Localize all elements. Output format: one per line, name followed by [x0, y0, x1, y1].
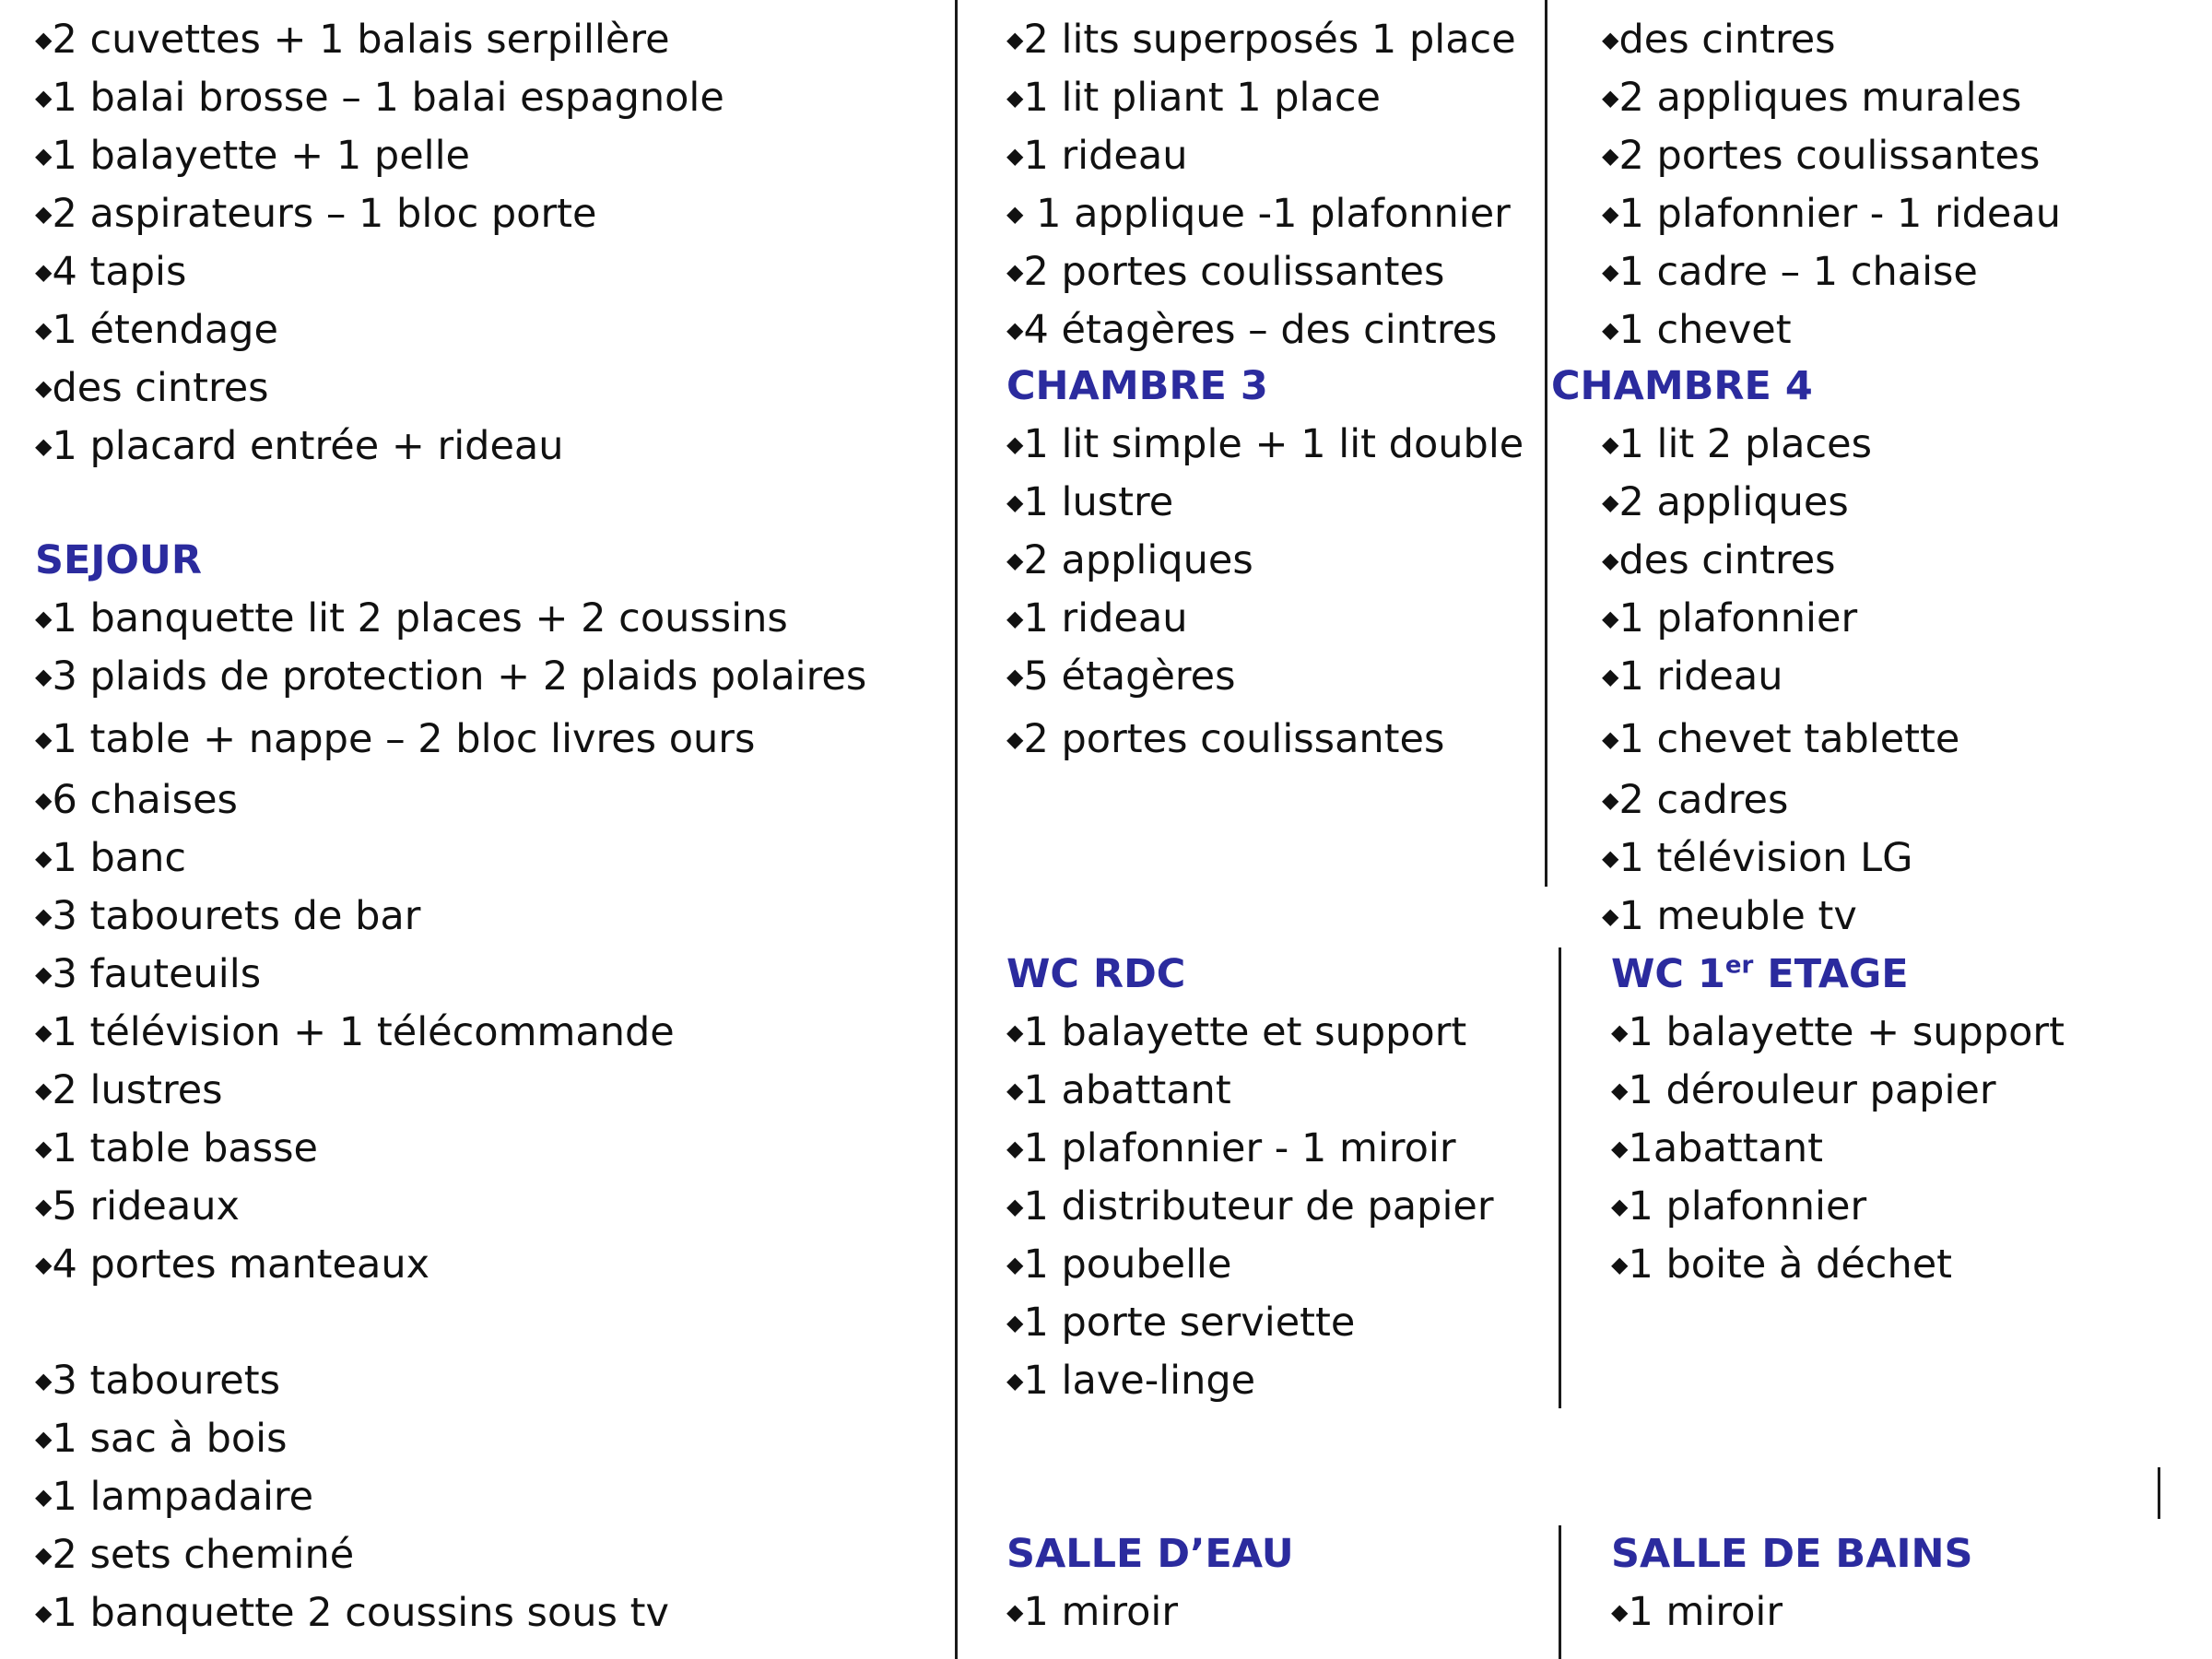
bullet-icon: ◆	[1602, 201, 1619, 227]
list-item	[1611, 1588, 1783, 1636]
bullet-icon: ◆	[1602, 85, 1619, 111]
list-item	[1602, 653, 1783, 700]
list-item-label: 1 dérouleur papier	[1628, 1067, 1996, 1113]
list-item	[35, 132, 470, 180]
bullet-icon: ◆	[1006, 259, 1024, 285]
list-item	[35, 892, 420, 940]
list-item-label: 4 étagères – des cintres	[1023, 307, 1498, 353]
list-item-label: 3 plaids de protection + 2 plaids polaires	[52, 653, 867, 700]
list-item-label: 1 plafonnier	[1628, 1183, 1867, 1230]
wc-etage-title-sup: er	[1724, 951, 1754, 980]
list-item	[1602, 420, 1872, 468]
list-item-label: 1 chevet tablette	[1618, 716, 1960, 762]
section-title-salle-bains: SALLE DE BAINS	[1611, 1531, 1973, 1577]
bullet-icon: ◆	[35, 259, 53, 285]
list-item-label: 2 appliques murales	[1618, 75, 2022, 121]
list-item-label: 1 plafonnier - 1 rideau	[1618, 191, 2061, 237]
list-item-label: 3 tabourets de bar	[52, 893, 421, 939]
bullet-icon: ◆	[1602, 27, 1619, 53]
bullet-icon: ◆	[35, 1426, 53, 1452]
bullet-icon: ◆	[35, 143, 53, 169]
list-item	[35, 1415, 288, 1463]
list-item	[1611, 1008, 2065, 1056]
bullet-icon: ◆	[1602, 606, 1619, 631]
list-item	[35, 1589, 669, 1637]
bullet-icon: ◆	[1006, 606, 1024, 631]
list-item-label: 1 banquette 2 coussins sous tv	[52, 1590, 669, 1636]
list-item	[1006, 74, 1381, 122]
list-item-label: 2 portes coulissantes	[1023, 249, 1445, 295]
list-item-label: des cintres	[52, 365, 269, 411]
list-item	[1006, 1124, 1456, 1172]
list-item-label: 1 étendage	[52, 307, 278, 353]
list-item-label: 2 lustres	[52, 1067, 223, 1113]
bullet-icon: ◆	[35, 845, 53, 871]
list-item	[1602, 834, 1912, 882]
bullet-icon: ◆	[1006, 1135, 1024, 1161]
list-item-label: 1 lampadaire	[52, 1474, 314, 1520]
list-item-label: 3 fauteuils	[52, 951, 262, 997]
list-item	[1602, 594, 1857, 642]
list-item-label: 1 lit simple + 1 lit double	[1023, 421, 1524, 467]
bullet-icon: ◆	[35, 1194, 53, 1219]
bullet-icon: ◆	[35, 1484, 53, 1510]
section-title-sejour: SEJOUR	[35, 537, 202, 583]
list-item	[1602, 536, 1836, 584]
list-item-label: 1abattant	[1628, 1125, 1824, 1171]
bullet-icon: ◆	[35, 375, 53, 401]
section-title-chambre-4: CHAMBRE 4	[1551, 363, 1813, 409]
list-item-label: 1 boite à déchet	[1628, 1241, 1953, 1288]
bullet-icon: ◆	[1602, 664, 1619, 689]
list-item-label: 1 lit pliant 1 place	[1023, 75, 1381, 121]
list-item	[1006, 1299, 1355, 1347]
bullet-icon: ◆	[1611, 1252, 1629, 1277]
bullet-icon: ◆	[1006, 547, 1024, 573]
list-item	[1006, 1182, 1494, 1230]
list-item-label: 2 cuvettes + 1 balais serpillère	[52, 17, 670, 63]
bullet-icon: ◆	[35, 1019, 53, 1045]
bullet-icon: ◆	[35, 787, 53, 813]
bullet-icon: ◆	[1006, 1310, 1024, 1335]
list-item	[35, 1124, 318, 1172]
bullet-icon: ◆	[35, 664, 53, 689]
list-item	[1006, 190, 1511, 238]
list-item-label: 1 applique -1 plafonnier	[1023, 191, 1511, 237]
bullet-icon: ◆	[1611, 1135, 1629, 1161]
bullet-icon: ◆	[1602, 726, 1619, 752]
list-item	[1602, 306, 1792, 354]
list-item	[1611, 1182, 1866, 1230]
bullet-icon: ◆	[1006, 1194, 1024, 1219]
list-item	[35, 16, 670, 64]
list-item-label: 1 chevet	[1618, 307, 1792, 353]
bullet-icon: ◆	[1006, 489, 1024, 515]
bullet-icon: ◆	[1006, 1368, 1024, 1394]
bullet-icon: ◆	[1611, 1194, 1629, 1219]
list-item-label: des cintres	[1618, 17, 1836, 63]
bullet-icon: ◆	[1006, 143, 1024, 169]
list-item	[1006, 1066, 1231, 1114]
list-item-label: 1 poubelle	[1023, 1241, 1232, 1288]
bullet-icon: ◆	[1006, 1599, 1024, 1625]
bullet-icon: ◆	[1611, 1019, 1629, 1045]
list-item	[1006, 16, 1516, 64]
bullet-icon: ◆	[35, 433, 53, 459]
list-item	[1602, 776, 1788, 824]
list-item	[1006, 536, 1253, 584]
bullet-icon: ◆	[1006, 85, 1024, 111]
list-item-label: 1 balayette + 1 pelle	[52, 133, 471, 179]
list-item	[35, 1473, 313, 1521]
list-item	[35, 364, 269, 412]
list-item-label: des cintres	[1618, 537, 1836, 583]
list-item	[35, 1241, 429, 1288]
list-item-label: 2 portes coulissantes	[1023, 716, 1445, 762]
column-divider-1	[955, 0, 958, 1659]
list-item-label: 1 balayette + support	[1628, 1009, 2065, 1055]
wc-etage-title-main: WC 1	[1611, 951, 1725, 997]
bullet-icon: ◆	[35, 85, 53, 111]
list-item	[35, 422, 564, 470]
bullet-icon: ◆	[1602, 903, 1619, 929]
list-item	[1006, 1241, 1231, 1288]
list-item	[35, 306, 278, 354]
list-item	[1006, 715, 1444, 763]
wc-etage-title-end: ETAGE	[1753, 951, 1909, 997]
list-item	[35, 1531, 354, 1579]
bullet-icon: ◆	[1006, 1019, 1024, 1045]
list-item	[35, 776, 238, 824]
list-item-label: 1 table + nappe – 2 bloc livres ours	[52, 716, 756, 762]
list-item-label: 1 lit 2 places	[1618, 421, 1873, 467]
bullet-icon: ◆	[1602, 845, 1619, 871]
list-item	[1006, 306, 1497, 354]
list-item	[1006, 1357, 1255, 1405]
bullet-icon: ◆	[35, 1135, 53, 1161]
list-item-label: 2 sets cheminé	[52, 1532, 355, 1578]
list-item-label: 2 cadres	[1618, 777, 1789, 823]
list-item-label: 1 cadre – 1 chaise	[1618, 249, 1978, 295]
section-title-chambre-3: CHAMBRE 3	[1006, 363, 1268, 409]
bullet-icon: ◆	[35, 903, 53, 929]
list-item	[1006, 653, 1236, 700]
section-title-wc-rdc: WC RDC	[1006, 951, 1186, 997]
list-item-label: 1 banc	[52, 835, 187, 881]
bullet-icon: ◆	[1602, 547, 1619, 573]
list-item	[35, 1357, 280, 1405]
list-item-label: 1 meuble tv	[1618, 893, 1857, 939]
list-item-label: 2 appliques	[1618, 479, 1849, 525]
list-item-label: 1 plafonnier	[1618, 595, 1858, 641]
list-item-label: 1 rideau	[1023, 133, 1188, 179]
list-item	[35, 715, 755, 763]
list-item-label: 2 aspirateurs – 1 bloc porte	[52, 191, 597, 237]
list-item-label: 1 lustre	[1023, 479, 1174, 525]
bullet-icon: ◆	[35, 606, 53, 631]
edge-mark	[2158, 1467, 2160, 1519]
bullet-icon: ◆	[35, 27, 53, 53]
list-item	[35, 190, 597, 238]
bullet-icon: ◆	[35, 1368, 53, 1394]
list-item-label: 1 lave-linge	[1023, 1358, 1256, 1404]
section-title-salle-eau: SALLE D’EAU	[1006, 1531, 1294, 1577]
bullet-icon: ◆	[1602, 259, 1619, 285]
bullet-icon: ◆	[35, 961, 53, 987]
list-item	[1602, 74, 2021, 122]
list-item	[35, 594, 788, 642]
list-item-label: 2 lits superposés 1 place	[1023, 17, 1516, 63]
list-item	[1611, 1241, 1952, 1288]
list-item-label: 1 télévision + 1 télécommande	[52, 1009, 675, 1055]
list-item	[1602, 248, 1978, 296]
bullet-icon: ◆	[35, 1252, 53, 1277]
list-item	[1006, 248, 1444, 296]
bullet-icon: ◆	[1006, 317, 1024, 343]
list-item	[35, 950, 261, 998]
bullet-icon: ◆	[1006, 27, 1024, 53]
bullet-icon: ◆	[1602, 143, 1619, 169]
list-item	[35, 653, 866, 700]
list-item	[1602, 190, 2061, 238]
list-item-label: 1 abattant	[1023, 1067, 1231, 1113]
bullet-icon: ◆	[1602, 787, 1619, 813]
list-item-label: 1 sac à bois	[52, 1416, 288, 1462]
list-item-label: 1 miroir	[1023, 1589, 1178, 1635]
bullet-icon: ◆	[1006, 201, 1024, 227]
list-item-label: 1 télévision LG	[1618, 835, 1913, 881]
list-item	[35, 248, 186, 296]
list-item	[1602, 892, 1857, 940]
list-item	[1611, 1066, 1996, 1114]
list-item-label: 1 rideau	[1618, 653, 1783, 700]
list-item-label: 1 banquette lit 2 places + 2 coussins	[52, 595, 788, 641]
list-item	[1006, 1588, 1178, 1636]
column-divider-2	[1545, 0, 1547, 887]
bullet-icon: ◆	[35, 1542, 53, 1568]
list-item	[1602, 132, 2040, 180]
list-item	[1006, 132, 1187, 180]
list-item	[35, 834, 186, 882]
list-item-label: 2 portes coulissantes	[1618, 133, 2041, 179]
list-item-label: 1 table basse	[52, 1125, 318, 1171]
list-item-label: 1 miroir	[1628, 1589, 1783, 1635]
bullet-icon: ◆	[35, 726, 53, 752]
list-item-label: 6 chaises	[52, 777, 238, 823]
list-item-label: 4 portes manteaux	[52, 1241, 430, 1288]
bullet-icon: ◆	[1006, 1077, 1024, 1103]
list-item-label: 1 porte serviette	[1023, 1300, 1356, 1346]
bullet-icon: ◆	[1602, 431, 1619, 457]
bullet-icon: ◆	[35, 317, 53, 343]
bullet-icon: ◆	[1006, 1252, 1024, 1277]
bullet-icon: ◆	[35, 201, 53, 227]
bullet-icon: ◆	[1006, 431, 1024, 457]
bullet-icon: ◆	[1602, 489, 1619, 515]
bullet-icon: ◆	[1602, 317, 1619, 343]
list-item-label: 1 placard entrée + rideau	[52, 423, 564, 469]
bullet-icon: ◆	[1611, 1077, 1629, 1103]
list-item-label: 5 rideaux	[52, 1183, 240, 1230]
list-item	[35, 74, 724, 122]
list-item	[1006, 478, 1173, 526]
list-item	[35, 1008, 675, 1056]
bullet-icon: ◆	[1006, 664, 1024, 689]
column-divider-3	[1559, 947, 1561, 1408]
list-item	[1602, 478, 1849, 526]
list-item	[1602, 715, 1959, 763]
list-item	[1006, 420, 1524, 468]
list-item	[35, 1066, 223, 1114]
list-item-label: 1 balayette et support	[1023, 1009, 1467, 1055]
section-title-wc-etage	[1611, 950, 1909, 998]
list-item-label: 4 tapis	[52, 249, 187, 295]
list-item-label: 1 distributeur de papier	[1023, 1183, 1494, 1230]
list-item-label: 2 appliques	[1023, 537, 1253, 583]
bullet-icon: ◆	[35, 1077, 53, 1103]
list-item	[1602, 16, 1836, 64]
list-item	[1006, 594, 1187, 642]
list-item	[1006, 1008, 1466, 1056]
bullet-icon: ◆	[1006, 726, 1024, 752]
list-item-label: 1 rideau	[1023, 595, 1188, 641]
bullet-icon: ◆	[1611, 1599, 1629, 1625]
column-divider-4	[1559, 1525, 1561, 1659]
bullet-icon: ◆	[35, 1600, 53, 1626]
list-item-label: 1 balai brosse – 1 balai espagnole	[52, 75, 724, 121]
list-item	[1611, 1124, 1823, 1172]
list-item-label: 1 plafonnier - 1 miroir	[1023, 1125, 1456, 1171]
list-item-label: 5 étagères	[1023, 653, 1236, 700]
list-item	[35, 1182, 240, 1230]
list-item-label: 3 tabourets	[52, 1358, 281, 1404]
